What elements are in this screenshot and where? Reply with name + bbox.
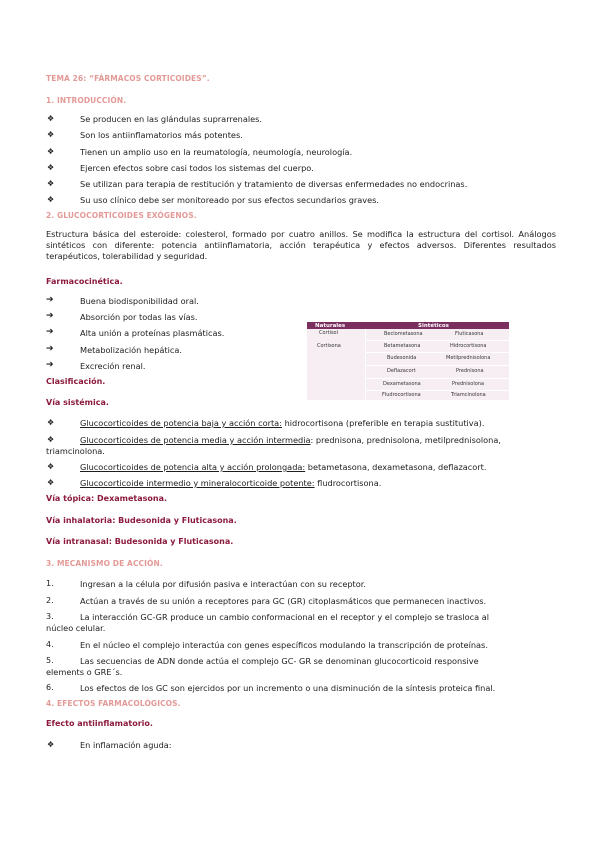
list-item: La interacción GC-GR produce un cambio conformacional en el receptor y el complejo se trasloca al [80, 612, 490, 622]
table-cell: Betametasona [384, 343, 421, 349]
table-header-naturales: Naturales [315, 322, 346, 329]
via-inhalatoria-heading: Vía inhalatoria: Budesonida y Fluticasona. [46, 516, 237, 525]
document-title: TEMA 26: “FÁRMACOS CORTICOIDES”. [46, 74, 210, 83]
bullet-icon: ❖ [47, 195, 55, 204]
table-header [307, 322, 509, 329]
list-item: Alta unión a proteínas plasmáticas. [80, 328, 225, 338]
section-4-heading: 4. EFECTOS FARMACOLÓGICOS. [46, 699, 181, 708]
table-cell: Triamcinolona [451, 392, 486, 398]
table-cell: Cortisona [317, 343, 341, 349]
list-number: 3. [46, 612, 54, 621]
list-item: Ejercen efectos sobre casi todos los sistemas del cuerpo. [80, 163, 314, 173]
clasificacion-heading: Clasificación. [46, 377, 106, 386]
table-cell: Prednisolona [452, 381, 485, 387]
farmacocinetica-heading: Farmacocinética. [46, 277, 123, 286]
table-row-line [365, 365, 509, 366]
list-item-desc: : prednisona, prednisolona, metilprednisolona, [310, 435, 501, 445]
section-2-intro: Estructura básica del esteroide: colesterol, formado por cuatro anillos. Se modifica la estructura del cortisol. Análogos sintéticos con diferente: potencia antiinflamatoria, acción terapéutica y efectos adversos. Diferentes resultados terapéuticos, tolerabilidad y seguridad. [46, 229, 556, 261]
list-item: Se utilizan para terapia de restitución y tratamiento de diversas enfermedades no endocrinas. [80, 179, 468, 189]
list-item: Tienen un amplio uso en la reumatología, neumología, neurología. [80, 147, 353, 157]
arrow-icon: ➔ [46, 344, 54, 354]
arrow-icon: ➔ [46, 311, 54, 321]
section-1-heading: 1. INTRODUCCIÓN. [46, 96, 127, 105]
list-item [80, 478, 381, 488]
via-intranasal-heading: Vía intranasal: Budesonida y Fluticasona. [46, 537, 234, 546]
list-item-continuation: triamcinolona. [46, 446, 105, 456]
table-cell: Prednisona [456, 368, 484, 374]
bullet-icon: ❖ [47, 462, 55, 471]
bullet-icon: ❖ [47, 147, 55, 156]
list-item: Son los antiinflamatorios más potentes. [80, 130, 243, 140]
list-item-continuation: elements o GRE´s. [46, 667, 123, 677]
list-number: 4. [46, 640, 54, 649]
list-item: Absorción por todas las vías. [80, 312, 198, 322]
list-number: 1. [46, 579, 54, 588]
list-item: Ingresan a la célula por difusión pasiva e interactúan con su receptor. [80, 579, 366, 589]
table-cell: Fludrocortisona [382, 392, 421, 398]
list-item: En inflamación aguda: [80, 740, 172, 750]
list-item: Las secuencias de ADN donde actúa el complejo GC- GR se denominan glucocorticoid responsive [80, 656, 479, 666]
list-item: Buena biodisponibilidad oral. [80, 296, 199, 306]
table-cell: Beclometasona [384, 331, 423, 337]
table-cell: Deflazacort [387, 368, 416, 374]
list-item-term: Glucocorticoides de potencia alta y acción prolongada: [80, 462, 306, 472]
list-number: 6. [46, 683, 54, 692]
bullet-icon: ❖ [47, 435, 55, 444]
table-cell: Budesonida [387, 355, 417, 361]
table-cell: Cortisol [319, 330, 339, 336]
arrow-icon: ➔ [46, 327, 54, 337]
list-number: 2. [46, 596, 54, 605]
table-row-line [365, 340, 509, 341]
list-item: Se producen en las glándulas suprarrenales. [80, 114, 263, 124]
list-item-desc: fludrocortisona. [314, 478, 382, 488]
arrow-icon: ➔ [46, 295, 54, 305]
section-2-heading: 2. GLUCOCORTICOIDES EXÓGENOS. [46, 211, 197, 220]
list-item: En el núcleo el complejo interactúa con genes específicos modulando la transcripción de proteínas. [80, 640, 488, 650]
bullet-icon: ❖ [47, 740, 55, 749]
table-cell: Metilprednisolona [446, 355, 491, 361]
table-cell: Hidrocortisona [450, 343, 487, 349]
bullet-icon: ❖ [47, 478, 55, 487]
via-sistemica-heading: Vía sistémica. [46, 398, 109, 407]
table-cell: Dexametasona [383, 381, 421, 387]
table-row-line [365, 352, 509, 353]
bullet-icon: ❖ [47, 114, 55, 123]
table-header-sinteticos: Sintéticos [418, 322, 449, 329]
list-item [80, 435, 501, 445]
bullet-icon: ❖ [47, 130, 55, 139]
list-item [80, 418, 484, 428]
list-item-term: Glucocorticoides de potencia media y acción intermedia [80, 435, 311, 445]
list-number: 5. [46, 656, 54, 665]
list-item-term: Glucocorticoide intermedio y mineralocorticoide potente: [80, 478, 315, 488]
arrow-icon: ➔ [46, 360, 54, 370]
table-row-line [365, 390, 509, 391]
via-topica-heading: Vía tópica: Dexametasona. [46, 494, 168, 503]
list-item: Metabolización hepática. [80, 345, 183, 355]
list-item [80, 462, 486, 472]
bullet-icon: ❖ [47, 163, 55, 172]
table-row-line [365, 378, 509, 379]
list-item: Su uso clínico debe ser monitoreado por sus efectos secundarios graves. [80, 195, 380, 205]
list-item-desc: hidrocortisona (preferible en terapia sustitutiva). [281, 418, 485, 428]
section-3-heading: 3. MECANISMO DE ACCIÓN. [46, 559, 163, 568]
list-item-term: Glucocorticoides de potencia baja y acción corta: [80, 418, 282, 428]
bullet-icon: ❖ [47, 179, 55, 188]
list-item: Actúan a través de su unión a receptores para GC (GR) citoplasmáticos que permanecen inactivos. [80, 596, 487, 606]
table-cell: Fluticasona [455, 331, 484, 337]
corticoid-table [307, 322, 509, 400]
list-item: Excreción renal. [80, 361, 146, 371]
bullet-icon: ❖ [47, 418, 55, 427]
list-item-desc: betametasona, dexametasona, deflazacort. [305, 462, 487, 472]
list-item: Los efectos de los GC son ejercidos por un incremento o una disminución de la síntesis proteica final. [80, 683, 496, 693]
efecto-antiinflamatorio-heading: Efecto antiinflamatorio. [46, 719, 153, 728]
list-item-continuation: núcleo celular. [46, 623, 106, 633]
